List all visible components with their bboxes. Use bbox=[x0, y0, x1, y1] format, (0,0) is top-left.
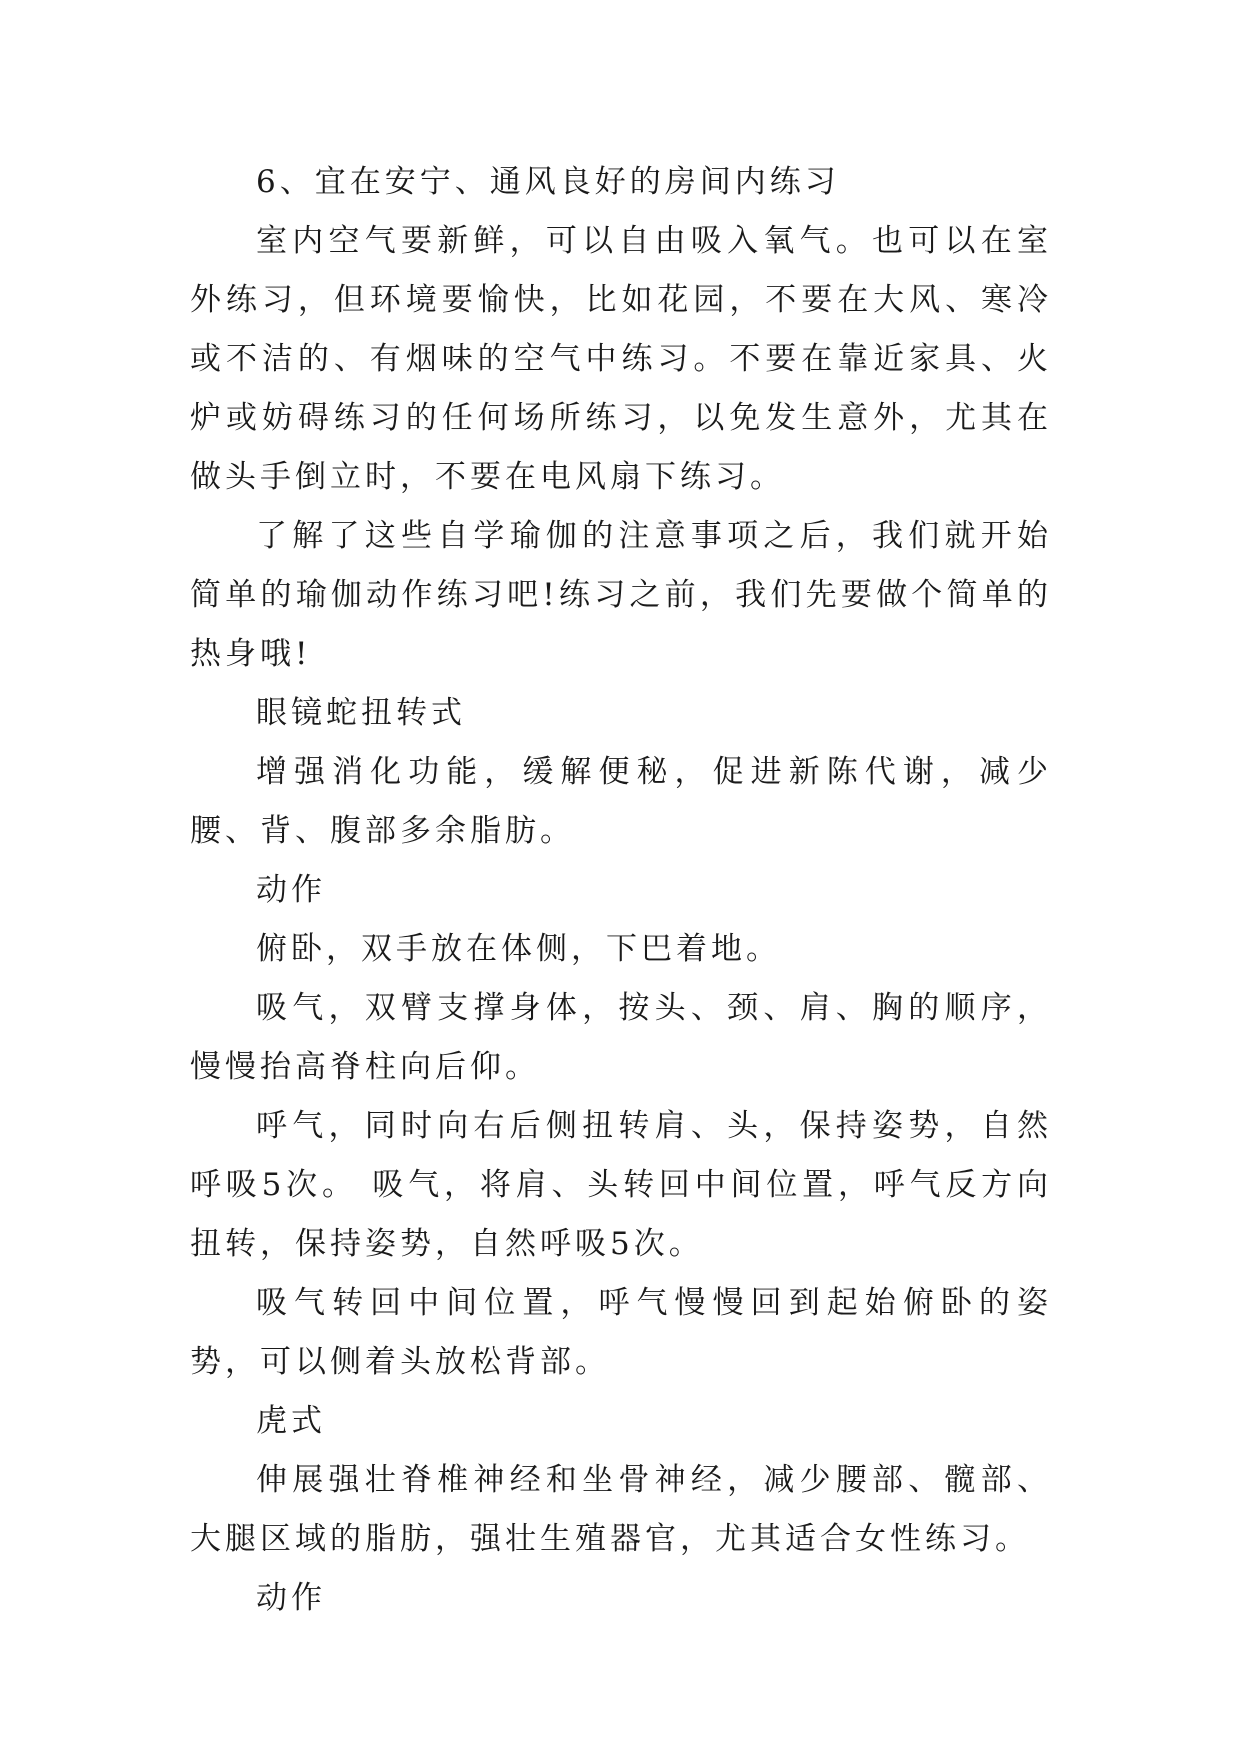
paragraph: 吸气，双臂支撑身体，按头、颈、肩、胸的顺序，慢慢抬高脊柱向后仰。 bbox=[190, 990, 1052, 1085]
paragraph: 俯卧，双手放在体侧，下巴着地。 bbox=[256, 931, 781, 967]
pose-title: 眼镜蛇扭转式 bbox=[256, 695, 466, 731]
paragraph: 增强消化功能，缓解便秘，促进新陈代谢，减少腰、背、腹部多余脂肪。 bbox=[190, 754, 1052, 849]
paragraph: 呼气，同时向右后侧扭转肩、头，保持姿势，自然呼吸5次。 吸气，将肩、头转回中间位置，呼气反方向扭转，保持姿势，自然呼吸5次。 bbox=[190, 1108, 1052, 1262]
subheading: 动作 bbox=[256, 872, 326, 908]
pose-title: 虎式 bbox=[256, 1403, 326, 1439]
paragraph: 室内空气要新鲜，可以自由吸入氧气。也可以在室外练习，但环境要愉快，比如花园，不要在大风、寒冷或不洁的、有烟味的空气中练习。不要在靠近家具、火炉或妨碍练习的任何场所练习，以免发生意外，尤其在做头手倒立时，不要在电风扇下练习。 bbox=[190, 223, 1052, 495]
document-body bbox=[190, 153, 1052, 1628]
section-heading: 6、宜在安宁、通风良好的房间内练习 bbox=[256, 164, 840, 200]
subheading: 动作 bbox=[256, 1580, 326, 1616]
paragraph: 伸展强壮脊椎神经和坐骨神经，减少腰部、髋部、大腿区域的脂肪，强壮生殖器官，尤其适合女性练习。 bbox=[190, 1462, 1052, 1557]
paragraph: 了解了这些自学瑜伽的注意事项之后，我们就开始简单的瑜伽动作练习吧!练习之前，我们先要做个简单的热身哦! bbox=[190, 518, 1052, 672]
paragraph: 吸气转回中间位置，呼气慢慢回到起始俯卧的姿势，可以侧着头放松背部。 bbox=[190, 1285, 1052, 1380]
